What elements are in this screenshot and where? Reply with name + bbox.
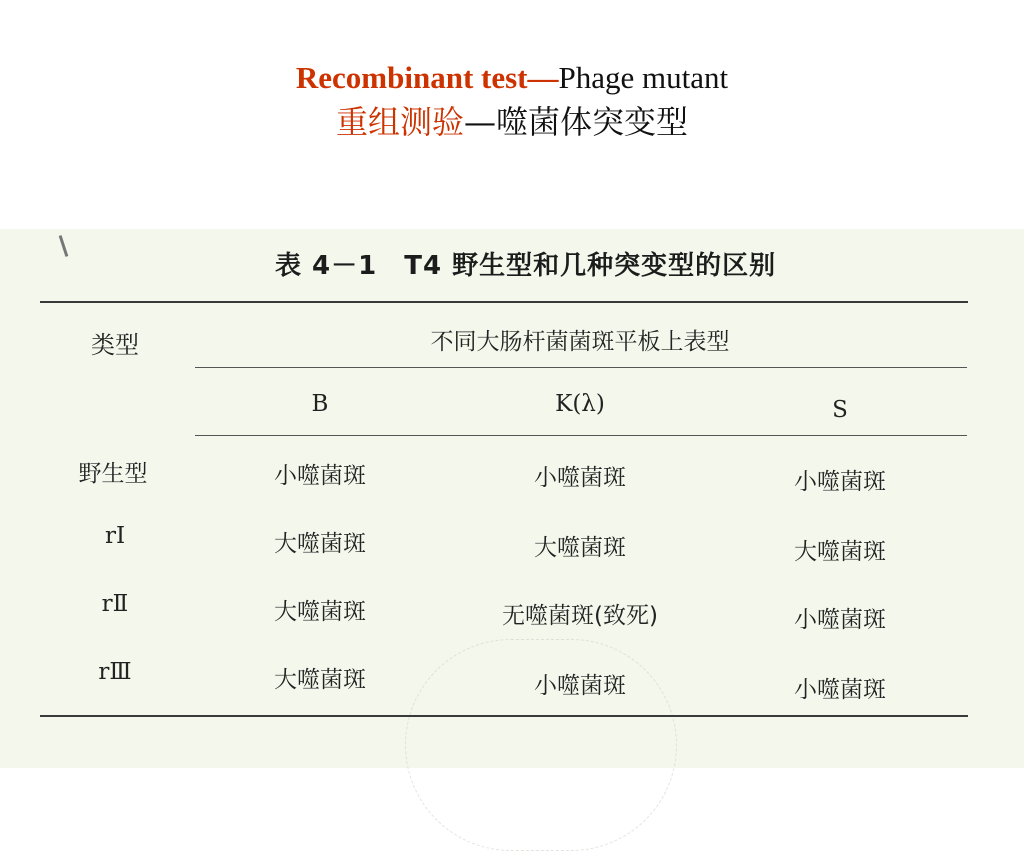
table-cell: 小噬菌斑 (534, 673, 626, 699)
header-type: 类型 (91, 331, 139, 359)
slide-title (0, 58, 1024, 144)
title-english (0, 58, 1024, 98)
table-top-rule (40, 301, 968, 303)
table-cell: 小噬菌斑 (794, 677, 886, 703)
scanned-table-image (0, 229, 1024, 768)
title-chinese-rest: —噬菌体突变型 (464, 103, 689, 141)
table-cell: 小噬菌斑 (534, 465, 626, 491)
table-cell: 大噬菌斑 (534, 535, 626, 561)
row-type-r2: rⅡ (101, 591, 129, 617)
title-chinese-highlight: 重组测验 (335, 103, 464, 141)
header-mid-rule (195, 367, 967, 368)
title-english-rest: Phage mutant (558, 60, 729, 95)
title-english-highlight: Recombinant test— (295, 60, 559, 95)
row-type-wild: 野生型 (78, 461, 148, 487)
header-bottom-rule (195, 435, 967, 436)
table-cell: 小噬菌斑 (794, 469, 886, 495)
row-type-r3: rⅢ (98, 659, 132, 685)
table-cell: 无噬菌斑(致死) (502, 603, 658, 629)
table-cell: 大噬菌斑 (794, 539, 886, 565)
table-caption: 表 4－1 T4 野生型和几种突变型的区别 (275, 251, 777, 281)
column-b: B (311, 391, 329, 417)
table-cell: 小噬菌斑 (794, 607, 886, 633)
row-type-r1: rⅠ (104, 523, 126, 549)
table-cell: 大噬菌斑 (274, 599, 366, 625)
pencil-mark (59, 235, 69, 257)
column-k-lambda: K(λ) (555, 391, 605, 417)
table-cell: 大噬菌斑 (274, 531, 366, 557)
column-s: S (832, 397, 848, 423)
table-cell: 大噬菌斑 (274, 667, 366, 693)
header-group: 不同大肠杆菌菌斑平板上表型 (430, 329, 730, 355)
title-chinese (0, 100, 1024, 144)
table-cell: 小噬菌斑 (274, 463, 366, 489)
table-bottom-rule (40, 715, 968, 717)
